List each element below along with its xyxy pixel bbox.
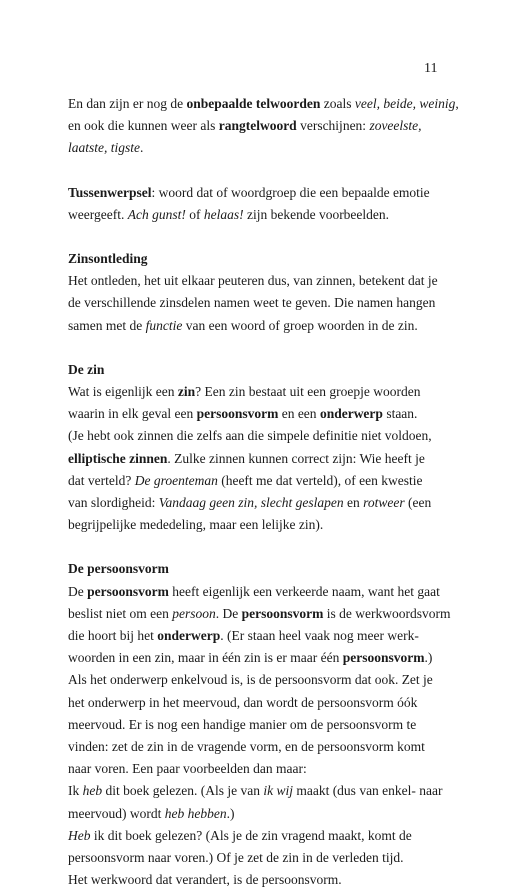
text-run: Als het onderwerp enkelvoud is, is de persoonsvorm dat ook. Zet je [68, 672, 433, 688]
italic-example: heb [82, 783, 103, 799]
bold-term: rangtelwoord [218, 118, 297, 134]
paragraph [68, 182, 468, 226]
text-line [68, 315, 468, 337]
section-heading: Zinsontleding [68, 251, 148, 267]
text-run: dit boek gelezen. (Als je van [102, 783, 264, 799]
text-line [68, 425, 468, 447]
paragraph [68, 558, 468, 891]
text-line [68, 625, 468, 647]
text-line [68, 869, 468, 891]
text-run: , [455, 96, 459, 111]
text-run: . (Er staan heel vaak nog meer werk- [220, 628, 419, 644]
bold-term: persoonsvorm [241, 605, 324, 621]
text-line [68, 270, 468, 292]
text-line [68, 137, 468, 159]
paragraph-gap [68, 337, 468, 359]
text-line [68, 647, 468, 669]
text-run: de verschillende zinsdelen namen weet te geven. Die namen hangen [68, 295, 436, 311]
bold-term: persoonsvorm [87, 583, 169, 599]
section-heading: De persoonsvorm [68, 561, 169, 577]
text-line [68, 714, 468, 736]
text-line [68, 182, 468, 204]
text-run: : woord dat of woordgroep die een bepaalde emotie [151, 184, 430, 200]
italic-example: helaas! [203, 206, 244, 222]
text-run: meervoud. Er is nog een handige manier om de persoonsvorm te [68, 716, 417, 732]
paragraph-gap [68, 160, 468, 182]
text-run: (een [404, 495, 432, 511]
text-run: . [140, 140, 144, 156]
text-run: naar voren. Een paar voorbeelden dan maar: [68, 761, 307, 777]
text-line [68, 470, 468, 492]
text-run: Wat is eigenlijk een [68, 384, 178, 400]
text-line [68, 403, 468, 425]
text-run: is de werkwoordsvorm [323, 605, 451, 621]
text-line [68, 803, 468, 825]
italic-example: Vandaag geen zin, slecht geslapen [158, 495, 344, 511]
italic-example: laatste, tigste [68, 140, 140, 156]
text-run: of [185, 206, 204, 222]
text-run: .) [424, 650, 433, 666]
text-line [68, 448, 468, 470]
text-run: .) [226, 805, 235, 821]
heading-line [68, 248, 468, 270]
text-run: beslist niet om een [68, 605, 173, 621]
text-line [68, 204, 468, 226]
paragraph [68, 93, 468, 160]
text-run: En dan zijn er nog de [68, 96, 187, 111]
text-line [68, 93, 468, 115]
paragraph [68, 359, 468, 537]
text-run: Het werkwoord dat verandert, is de persoonsvorm. [68, 872, 342, 888]
text-run: De [68, 583, 88, 599]
italic-example: heb hebben [164, 805, 227, 821]
text-run: persoonsvorm naar voren.) Of je zet de zin in de verleden tijd. [68, 850, 404, 866]
paragraph-gap [68, 226, 468, 248]
text-run: waarin in elk geval een [68, 406, 197, 422]
text-run: zijn bekende voorbeelden. [243, 206, 390, 222]
text-run: heeft eigenlijk een verkeerde naam, want het gaat [168, 583, 440, 599]
text-line [68, 603, 468, 625]
bold-term: zin [177, 384, 196, 400]
text-run: het onderwerp in het meervoud, dan wordt de persoonsvorm óók [68, 694, 418, 710]
text-run: en een [278, 406, 320, 422]
bold-term: onderwerp [319, 406, 383, 422]
text-run: ? Een zin bestaat uit een groepje woorden [195, 384, 421, 400]
text-run: zoals [320, 96, 355, 111]
text-run: van een woord of groep woorden in de zin. [182, 317, 418, 333]
bold-term: onderwerp [157, 628, 221, 644]
text-run: verschijnen: [296, 118, 370, 134]
text-run: die hoort bij het [68, 628, 158, 644]
text-run: Het ontleden, het uit elkaar peuteren dus, van zinnen, betekent dat je [68, 273, 438, 289]
text-line [68, 669, 468, 691]
text-run: en [343, 495, 364, 511]
text-line [68, 492, 468, 514]
italic-example: Ach gunst! [127, 206, 186, 222]
italic-example: ik wij [263, 783, 293, 799]
text-line [68, 581, 468, 603]
bold-term: persoonsvorm [342, 650, 425, 666]
text-line [68, 292, 468, 314]
text-run: weergeeft. [68, 206, 128, 222]
text-line [68, 825, 468, 847]
text-run: (Je hebt ook zinnen die zelfs aan die simpele definitie niet voldoen, [68, 428, 432, 444]
paragraph-gap [68, 536, 468, 558]
text-run: woorden in een zin, maar in één zin is er maar één [68, 650, 343, 666]
bold-term: onbepaalde telwoorden [186, 96, 321, 111]
bold-term: Tussenwerpsel [68, 184, 152, 200]
text-run: Ik [68, 783, 83, 799]
heading-line [68, 558, 468, 580]
italic-example: rotweer [363, 495, 405, 511]
text-line [68, 736, 468, 758]
text-run: begrijpelijke mededeling, maar een lelijke zin). [68, 517, 324, 533]
text-run: van slordigheid: [68, 495, 159, 511]
text-line [68, 115, 468, 137]
heading-line [68, 359, 468, 381]
italic-example: De groenteman [134, 472, 218, 488]
italic-example: zoveelste, [369, 118, 422, 134]
text-line [68, 692, 468, 714]
text-run: ik dit boek gelezen? (Als je de zin vragend maakt, komt de [90, 827, 412, 843]
page-number: 11 [424, 61, 438, 76]
text-run: . De [215, 605, 242, 621]
text-run: dat verteld? [68, 472, 135, 488]
italic-example: veel, beide, weinig [354, 96, 456, 111]
text-run: vinden: zet de zin in de vragende vorm, en de persoonsvorm komt [68, 739, 425, 755]
text-line [68, 847, 468, 869]
italic-example: Heb [68, 827, 91, 843]
section-heading: De zin [68, 361, 105, 377]
italic-example: functie [145, 317, 183, 333]
paragraph [68, 248, 468, 337]
page-body [68, 93, 468, 892]
bold-term: elliptische zinnen [68, 450, 168, 466]
text-run: staan. [382, 406, 418, 422]
text-line [68, 758, 468, 780]
text-run: en ook die kunnen weer als [68, 118, 219, 134]
text-line [68, 381, 468, 403]
italic-example: persoon [172, 605, 216, 621]
text-run: samen met de [68, 317, 146, 333]
text-run: . Zulke zinnen kunnen correct zijn: Wie heeft je [167, 450, 425, 466]
text-line [68, 780, 468, 802]
bold-term: persoonsvorm [196, 406, 279, 422]
text-run: maakt (dus van enkel- naar [292, 783, 443, 799]
text-run: meervoud) wordt [68, 805, 165, 821]
text-run: (heeft me dat verteld), of een kwestie [217, 472, 423, 488]
text-line [68, 514, 468, 536]
